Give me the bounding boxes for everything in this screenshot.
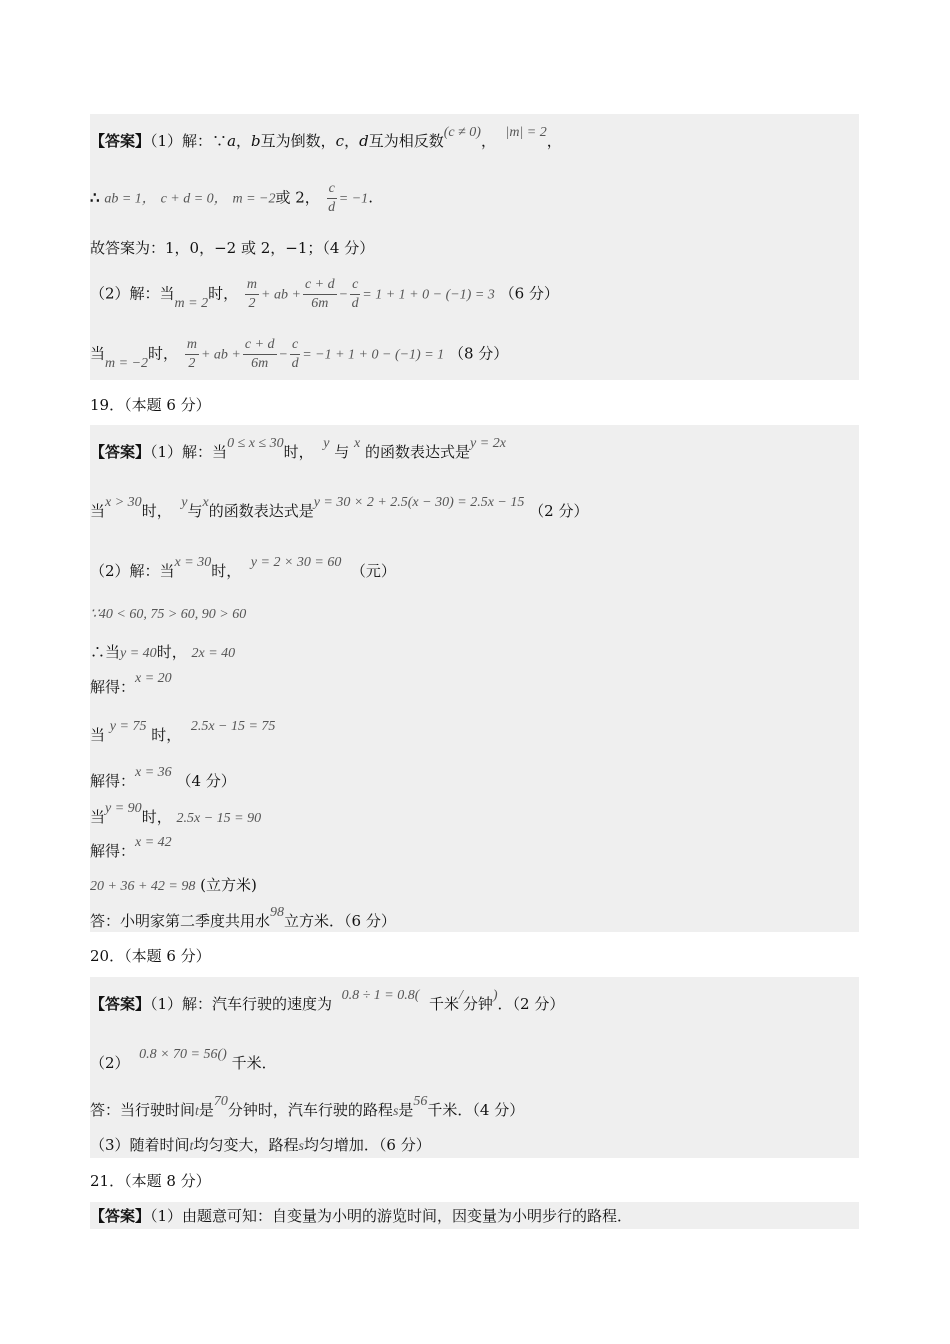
q19-line-1: 【答案】（1）解：当0 ≤ x ≤ 30时， y 与 x 的函数表达式是y = 2x bbox=[90, 436, 506, 461]
fraction-m-over-2: $\frac{m}{2}$ bbox=[246, 277, 258, 311]
q18-line-1: 【答案】（1）解：∵a，b互为倒数，c，d互为相反数(c ≠ 0)， |m| = 2， bbox=[90, 125, 562, 150]
question-header-21: 21．（本题 8 分） bbox=[90, 1172, 211, 1190]
q18-line-3: 故答案为：1，0，−2 或 2，−1；（4 分） bbox=[90, 239, 375, 257]
q20-line-1: 【答案】（1）解：汽车行驶的速度为 0.8 ÷ 1 = 0.8( 千米/分钟)．（2 分） bbox=[90, 988, 565, 1013]
answer-box-q18 bbox=[90, 114, 859, 380]
q19-line-9: 当y = 90时， 2.5x − 15 = 90 bbox=[90, 801, 262, 826]
answer-label: 【答案】 bbox=[90, 132, 151, 150]
q19-line-5: ∴当y = 40时， 2x = 40 bbox=[90, 643, 236, 661]
answer-box-q21 bbox=[90, 1202, 859, 1229]
q18-line-2: ∴ ab = 1， c + d = 0， m = −2或 2， $\frac{c}{d}$ = −1. bbox=[90, 181, 373, 215]
q20-line-4: （3）随着时间t均匀变大，路程s均匀增加．（6 分） bbox=[90, 1136, 431, 1154]
q19-line-10: 解得：x = 42 bbox=[90, 835, 172, 860]
q19-line-12: 答：小明家第二季度共用水98立方米．（6 分） bbox=[90, 905, 396, 930]
q19-line-2: 当x > 30时， y与x的函数表达式是y = 30 × 2 + 2.5(x − 30) = 2.5x − 15 （2 分） bbox=[90, 495, 589, 520]
q19-line-11: 20 + 36 + 42 = 98 (立方米) bbox=[90, 876, 257, 894]
q19-line-7: 当 y = 75 时， 2.5x − 15 = 75 bbox=[90, 719, 276, 744]
abs-expr: |m| = 2 bbox=[505, 125, 547, 140]
fraction-c-over-d: $\frac{c}{d}$ bbox=[328, 181, 336, 215]
q20-line-3: 答：当行驶时间t是70分钟时，汽车行驶的路程s是56千米．（4 分） bbox=[90, 1094, 525, 1119]
question-header-20: 20．（本题 6 分） bbox=[90, 947, 211, 965]
q19-line-3: （2）解：当x = 30时， y = 2 × 30 = 60 （元） bbox=[90, 555, 396, 580]
q19-line-4: ∵40 < 60, 75 > 60, 90 > 60 bbox=[90, 607, 247, 622]
q19-line-8: 解得：x = 36 （4 分） bbox=[90, 765, 236, 790]
q21-line-1: 【答案】（1）由题意可知：自变量为小明的游览时间，因变量为小明步行的路程． bbox=[90, 1207, 633, 1225]
question-header-19: 19．（本题 6 分） bbox=[90, 396, 211, 414]
answer-box-q20 bbox=[90, 977, 859, 1158]
q19-line-6: 解得：x = 20 bbox=[90, 671, 172, 696]
condition-expr: (c ≠ 0) bbox=[443, 125, 481, 140]
q18-line-4: （2）解：当m = 2时， $\frac{m}{2}$ + ab + $\frac{c + d}{6m}$ − $\frac{c}{d}$ = 1 + 1 + 0 − (−1) = 3 （6 分） bbox=[90, 277, 559, 311]
fraction-c-over-d-2: $\frac{c}{d}$ bbox=[351, 277, 359, 311]
q20-line-2: （2） 0.8 × 70 = 56() 千米． bbox=[90, 1047, 277, 1072]
q18-line-5: 当m = −2时， $\frac{m}{2}$ + ab + $\frac{c + d}{6m}$ − $\frac{c}{d}$ = −1 + 1 + 0 − (−1) = 1 （8 分） bbox=[90, 337, 509, 371]
fraction-cd-over-6m: $\frac{c + d}{6m}$ bbox=[304, 277, 335, 311]
answer-box-q19 bbox=[90, 425, 859, 932]
